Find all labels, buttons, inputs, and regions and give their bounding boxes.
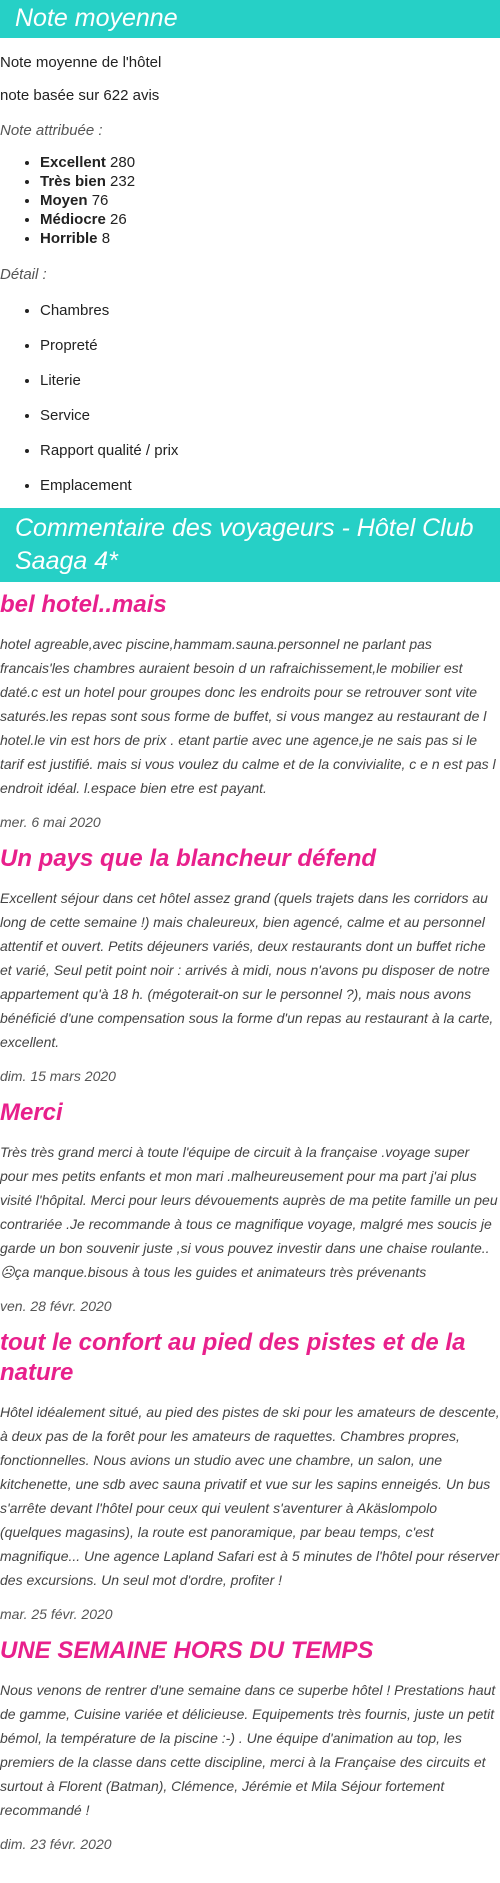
review-date: dim. 15 mars 2020 — [0, 1068, 116, 1084]
detail-item: • Service — [40, 398, 500, 433]
rating-count-item: • Très bien 232 — [40, 172, 500, 191]
note-summary — [0, 54, 500, 503]
hotel-rating-label: Note moyenne de l'hôtel — [0, 54, 162, 71]
review-text: hotel agreable,avec piscine,hammam.sauna.personnel ne parlant pas francais'les chambres auraient besoin d un rafraichissement,le mobilier est daté.c est un hotel pour groupes donc les endroits pour se retrouver sont vite saturés.les repas sont sous forme de buffet, si vous mangez au restaurant de l hotel.le vin est hors de prix . etant partie avec une agence,je ne sais pas si le tarif est justifié. mais si vous voulez du calme et de la convivialite, c e n est pas l endroit idéal. l.espace bien etre est payant. — [0, 636, 496, 796]
review-count-text: note basée sur 622 avis — [0, 87, 160, 104]
review — [0, 1328, 500, 1622]
review-title: Merci — [0, 1099, 63, 1126]
review-date: mar. 25 févr. 2020 — [0, 1606, 113, 1622]
detail-item: • Emplacement — [40, 468, 500, 503]
comments-banner — [0, 508, 500, 582]
note-banner — [0, 0, 500, 38]
review — [0, 1098, 500, 1314]
review-text: Hôtel idéalement situé, au pied des pistes de ski pour les amateurs de descente, à deux pas de la forêt pour les amateurs de raquettes. Chambres propres, fonctionnelles. Nous avions un studio avec une chambre, un salon, une kitchenette, une sdb avec sauna privatif et vue sur les sapins enneigés. Un bus s'arrête devant l'hôtel pour ceux qui veulent s'aventurer à Akäslompolo (quelques magasins), la route est panoramique, par beau temps, c'est magnifique... Une agence Lapland Safari est à 5 minutes de l'hôtel pour réserver des excursions. Un seul mot d'ordre, profiter ! — [0, 1404, 500, 1588]
review-date: ven. 28 févr. 2020 — [0, 1298, 112, 1314]
comments-title: Commentaire des voyageurs - Hôtel Club Saaga 4* — [15, 514, 474, 575]
rating-count-item: • Médiocre 26 — [40, 210, 500, 229]
rating-count-item: • Horrible 8 — [40, 229, 500, 248]
detail-item: • Literie — [40, 363, 500, 398]
detail-list — [0, 293, 500, 503]
review-title: bel hotel..mais — [0, 591, 167, 618]
review — [0, 1636, 500, 1852]
detail-item: • Propreté — [40, 328, 500, 363]
note-title: Note moyenne — [15, 4, 178, 32]
review — [0, 844, 500, 1084]
detail-item: • Chambres — [40, 293, 500, 328]
review — [0, 590, 500, 830]
rating-count-item: • Moyen 76 — [40, 191, 500, 210]
review-title: UNE SEMAINE HORS DU TEMPS — [0, 1637, 374, 1664]
review-text: Excellent séjour dans cet hôtel assez grand (quels trajets dans les corridors au long de cette semaine !) mais chaleureux, bien agencé, calme et au personnel attentif et ouvert. Petits déjeuners variés, deux restaurants dont un buffet riche et varié, Seul petit point noir : arrivés à midi, nous n'avons pu disposer de notre appartement qu'à 18 h. (mégoterait-on sur le personnel ?), mais nous avons bénéficié d'une compensation sous la forme d'un repas au restaurant à la carte, excellent. — [0, 890, 494, 1050]
rating-count-item: • Excellent 280 — [40, 153, 500, 172]
review-text: Très très grand merci à toute l'équipe de circuit à la française .voyage super pour mes petits enfants et mon mari .malheureusement pour ma part j'ai plus visité l'hôpital. Merci pour leurs dévouements auprès de ma petite famille un peu contrariée .Je recommande à tous ce magnifique voyage, malgré mes soucis je garde un bon souvenir juste ,si vous pouvez investir dans une chaise roulante.. ☹ça manque.bisous à tous les guides et animateurs très prévenants — [0, 1144, 498, 1280]
review-title: tout le confort au pied des pistes et de la nature — [0, 1329, 466, 1386]
review-title: Un pays que la blancheur défend — [0, 845, 377, 872]
review-date: mer. 6 mai 2020 — [0, 814, 101, 830]
rating-counts-list — [0, 153, 500, 248]
given-label: Note attribuée : — [0, 122, 103, 139]
reviews-list — [0, 590, 500, 1852]
detail-item: • Rapport qualité / prix — [40, 433, 500, 468]
detail-label: Détail : — [0, 266, 47, 283]
review-date: dim. 23 févr. 2020 — [0, 1836, 112, 1852]
review-text: Nous venons de rentrer d'une semaine dans ce superbe hôtel ! Prestations haut de gamme, Cuisine variée et délicieuse. Equipements très fournis, juste un petit bémol, la température de la piscine :-) . Une équipe d'animation au top, les premiers de la classe dans cette discipline, merci à la Française des circuits et surtout à Florent (Batman), Clémence, Jérémie et Mila Séjour fortement recommandé ! — [0, 1682, 496, 1818]
